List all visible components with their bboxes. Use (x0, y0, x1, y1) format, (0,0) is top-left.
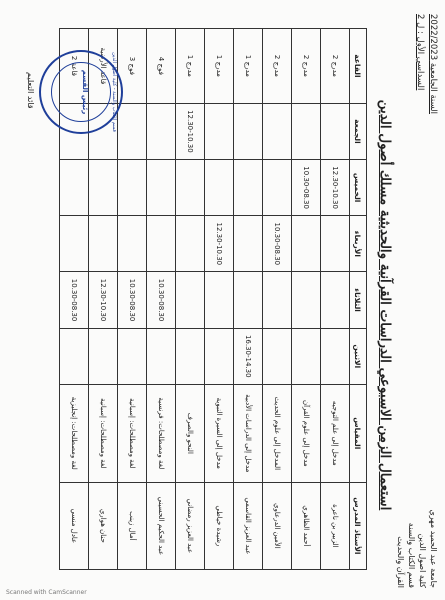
university-name: جامعة عبد الحميد مهري (429, 509, 438, 588)
table-cell: مدرج 2 (263, 29, 292, 104)
table-cell (176, 160, 205, 216)
table-cell: فوج 4 (147, 29, 176, 104)
table-cell (118, 328, 147, 384)
table-cell (292, 103, 321, 159)
official-stamp (39, 50, 123, 134)
table-row (234, 29, 263, 570)
table-cell (118, 160, 147, 216)
column-header: الاثنين (350, 328, 367, 384)
table-cell (60, 216, 89, 272)
table-cell (205, 160, 234, 216)
table-cell: النحو والصرف (176, 384, 205, 482)
table-cell (89, 328, 118, 384)
table-header-row (350, 29, 367, 570)
table-cell: 12.30-10.30 (321, 160, 350, 216)
table-cell (60, 160, 89, 216)
table-cell (234, 103, 263, 159)
table-cell: لغة ومصطلحات: فرنسية (147, 384, 176, 482)
table-cell (263, 103, 292, 159)
table-cell: لغة ومصطلحات: إسبانية (118, 384, 147, 482)
faculty-name: كلية اصول الدين (418, 533, 427, 588)
table-cell: 10.30-08.30 (147, 272, 176, 328)
table-cell (321, 216, 350, 272)
column-header: الأستاذ المدرس (350, 482, 367, 569)
table-cell: مدخل إلى علم التوجيه (321, 384, 350, 482)
table-cell (118, 103, 147, 159)
stamp-ring-text: قسم الكتاب والسنة - كلية أصول الدين (111, 52, 117, 132)
table-cell: مدخل إلى الدراسات الأدبية (234, 384, 263, 482)
table-cell: مدرج 1 (176, 29, 205, 104)
table-cell (89, 216, 118, 272)
academic-year: السنة الجامعية 2022/2023 (428, 14, 438, 115)
table-cell: مدخل إلى السيرة النبوية (205, 384, 234, 482)
table-cell: الزبير بن ناعرة (321, 482, 350, 569)
signature-label: قائد التعليم (26, 72, 35, 109)
table-cell: لغة ومصطلحات: إسبانية (89, 384, 118, 482)
document-title: استعمال الزمن الاسبوعي الدراسات القرآنية والحديثية مسلك أصول الدين (377, 99, 393, 511)
table-cell (292, 216, 321, 272)
table-cell: 12.30-10.30 (89, 272, 118, 328)
table-cell (263, 328, 292, 384)
table-cell: مدرج 2 (321, 29, 350, 104)
table-cell (321, 272, 350, 328)
table-row (147, 29, 176, 570)
column-header: المقياس (350, 384, 367, 482)
year-header (413, 14, 439, 134)
table-row (205, 29, 234, 570)
table-row (118, 29, 147, 570)
column-header: الأربعاء (350, 216, 367, 272)
table-cell: مدخل إلى علوم القرآن (292, 384, 321, 482)
table-cell: قاعة 2 (60, 29, 89, 104)
table-cell (205, 328, 234, 384)
table-cell: مدرج 2 (292, 29, 321, 104)
table-cell (89, 160, 118, 216)
table-row (292, 29, 321, 570)
table-cell (147, 328, 176, 384)
table-cell: الأمين الدرعاوي (263, 482, 292, 569)
table-cell (263, 160, 292, 216)
scanner-watermark: Scanned with CamScanner (6, 589, 87, 596)
table-cell (118, 216, 147, 272)
table-cell: 12.30-10.30 (205, 216, 234, 272)
column-header: الجمعة (350, 103, 367, 159)
table-row (263, 29, 292, 570)
department-name: قسم الكتاب والسنة (407, 522, 416, 588)
table-cell (321, 328, 350, 384)
table-cell: حنان هواري (89, 482, 118, 569)
table-cell: فوج 3 (118, 29, 147, 104)
semester: السداسي الأول : ل 2 (415, 14, 425, 91)
table-cell: أحمد الظاهري (292, 482, 321, 569)
section-name: القرآن والحديث (396, 536, 405, 588)
table-cell (147, 216, 176, 272)
university-header (395, 468, 439, 588)
table-cell (147, 160, 176, 216)
table-cell: مدرج 1 (234, 29, 263, 104)
table-cell: المدخل إلى علوم الحديث (263, 384, 292, 482)
table-cell: عادل منسي (60, 482, 89, 569)
table-cell (176, 216, 205, 272)
table-cell: 10.30-08.30 (118, 272, 147, 328)
table-cell: مدرج 1 (205, 29, 234, 104)
table-cell (263, 272, 292, 328)
table-cell (234, 216, 263, 272)
table-row (321, 29, 350, 570)
table-cell: رشيدة خياطي (205, 482, 234, 569)
table-cell (321, 103, 350, 159)
table-row (176, 29, 205, 570)
stamp-center-text: رئيس القسم (81, 69, 89, 115)
table-cell: عبد العزيز القاسمي (234, 482, 263, 569)
table-cell: أمال زينب (118, 482, 147, 569)
table-cell: 16.30-14.30 (234, 328, 263, 384)
table-cell (205, 272, 234, 328)
table-cell (176, 328, 205, 384)
table-cell: 10.30-08.30 (263, 216, 292, 272)
table-cell (176, 272, 205, 328)
table-cell: 10.30-08.30 (292, 160, 321, 216)
table-cell (234, 160, 263, 216)
table-cell (292, 328, 321, 384)
table-cell: لغة ومصطلحات: إنجليزية (60, 384, 89, 482)
table-cell (292, 272, 321, 328)
table-cell: عبد العزيز رمضاني (176, 482, 205, 569)
table-cell: عبد الحكيم الحسيني (147, 482, 176, 569)
table-cell (205, 103, 234, 159)
column-header: الخميس (350, 160, 367, 216)
table-cell: 10.30-08.30 (60, 272, 89, 328)
table-cell (234, 272, 263, 328)
table-cell (147, 103, 176, 159)
table-cell: قاعة الأرضية (89, 29, 118, 104)
column-header: القاعة (350, 29, 367, 104)
table-cell (60, 328, 89, 384)
table-cell: 12.30-10.30 (176, 103, 205, 159)
column-header: الثلاثاء (350, 272, 367, 328)
